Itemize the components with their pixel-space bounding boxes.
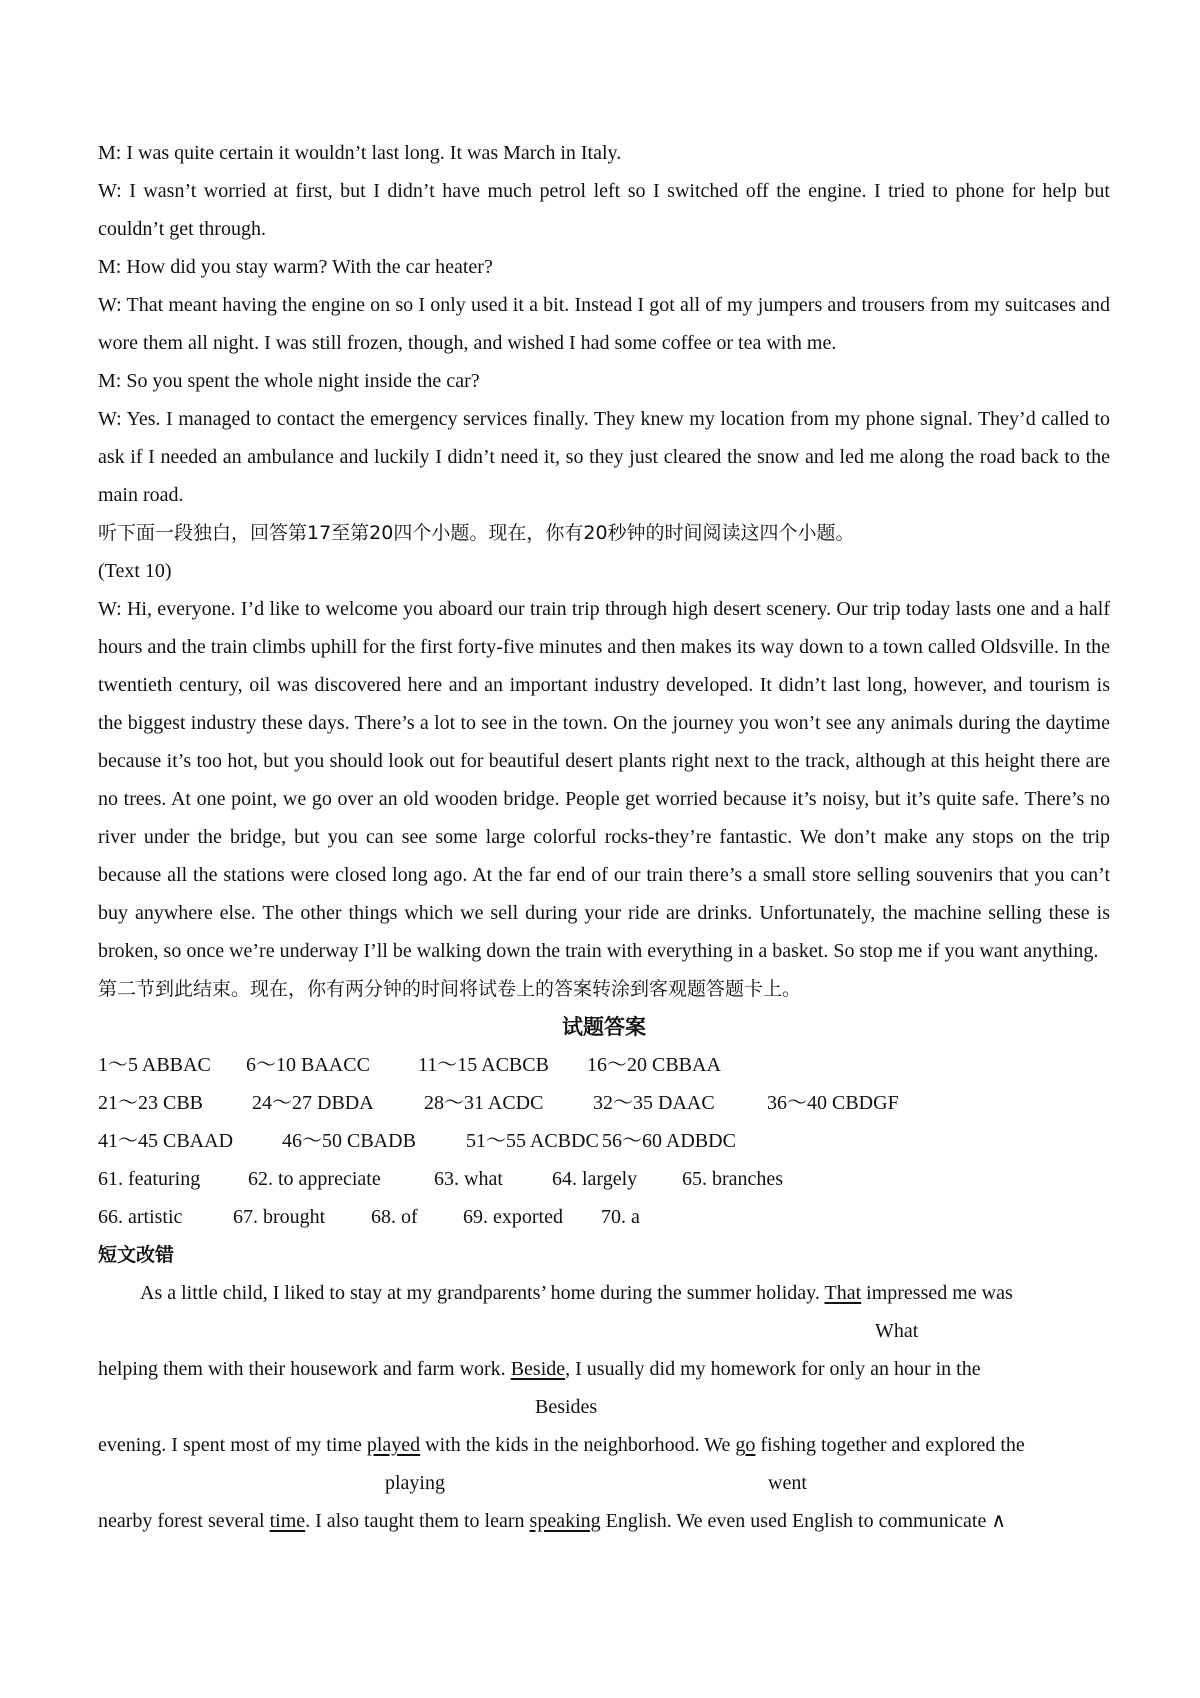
answer-item: 69. exported <box>463 1206 563 1228</box>
answer-item: 11～15 ACBCB <box>418 1054 549 1076</box>
correction-text: English. We even used English to communicate ∧ <box>600 1510 1006 1532</box>
correction-text: impressed me was <box>861 1282 1013 1304</box>
correction-text: nearby forest several <box>98 1510 270 1532</box>
error-word: That <box>824 1282 862 1304</box>
answer-row <box>98 1046 1110 1084</box>
correction-fix-line <box>98 1388 1110 1426</box>
answer-item: 62. to appreciate <box>248 1168 381 1190</box>
correction-text: evening. I spent most of my time <box>98 1434 367 1456</box>
correction-line <box>98 1350 1110 1388</box>
error-word: Beside <box>510 1358 566 1380</box>
correction-text: fishing together and explored the <box>755 1434 1025 1456</box>
answer-item: 24～27 DBDA <box>252 1092 374 1114</box>
answer-item: 56～60 ADBDC <box>602 1130 736 1152</box>
text10-label: (Text 10) <box>98 560 172 582</box>
error-word: played <box>366 1434 421 1456</box>
correction-line <box>98 1426 1110 1464</box>
correction-fix-line <box>98 1464 1110 1502</box>
dialogue-block <box>98 134 1110 514</box>
answer-row <box>98 1160 1110 1198</box>
answer-item: 46～50 CBADB <box>282 1130 416 1152</box>
answer-item: 1～5 ABBAC <box>98 1054 211 1076</box>
fix-word: What <box>875 1320 919 1342</box>
dialogue-line: W: I wasn’t worried at first, but I didn’t have much petrol left so I switched off the engine. I tried to phone for help but couldn’t get through. <box>98 180 1110 240</box>
correction-passage <box>98 1274 1110 1540</box>
answer-key <box>98 1046 1110 1236</box>
correction-text: As a little child, I liked to stay at my grandparents’ home during the summer holiday. <box>140 1282 825 1304</box>
dialogue-line: M: I was quite certain it wouldn’t last long. It was March in Italy. <box>98 142 622 164</box>
answer-item: 21～23 CBB <box>98 1092 204 1114</box>
correction-line <box>98 1274 1110 1312</box>
correction-label: 短文改错 <box>98 1244 175 1266</box>
answer-item: 28～31 ACDC <box>424 1092 544 1114</box>
answer-item: 65. branches <box>682 1168 784 1190</box>
answer-item: 68. of <box>371 1206 418 1228</box>
document-page <box>98 134 1110 1540</box>
answer-item: 51～55 ACBDC <box>466 1130 599 1152</box>
error-word: go <box>735 1434 756 1456</box>
instruction-text10: 听下面一段独白，回答第17至第20四个小题。现在，你有20秒钟的时间阅读这四个小题。 <box>98 522 855 544</box>
answer-item: 70. a <box>601 1206 640 1228</box>
correction-text: , I usually did my homework for only an hour in the <box>565 1358 981 1380</box>
answer-item: 32～35 DAAC <box>593 1092 715 1114</box>
answers-heading: 试题答案 <box>562 1015 646 1039</box>
monologue-paragraph: W: Hi, everyone. I’d like to welcome you aboard our train trip through high desert scenery. Our trip today lasts one and a half hours and the train climbs uphill for the first forty-five minutes and then makes its way down to a town called Oldsville. In the twentieth century, oil was discovered here and an important industry developed. It didn’t last long, however, and tourism is the biggest industry these days. There’s a lot to see in the town. On the journey you won’t see any animals during the daytime because it’s too hot, but you should look out for beautiful desert plants right next to the track, although at this height there are no trees. At one point, we go over an old wooden bridge. People get worried because it’s noisy, but it’s quite safe. There’s no river under the bridge, but you can see some large colorful rocks-they’re fantastic. We don’t make any stops on the trip because all the stations were closed long ago. At the far end of our train there’s a small store selling souvenirs that you can’t buy anywhere else. The other things which we sell during your ride are drinks. Unfortunately, the machine selling these is broken, so once we’re underway I’ll be walking down the train with everything in a basket. So stop me if you want anything. <box>98 598 1111 962</box>
answer-item: 16～20 CBBAA <box>587 1054 721 1076</box>
answer-item: 61. featuring <box>98 1168 201 1190</box>
dialogue-line: W: Yes. I managed to contact the emergency services finally. They knew my location from my phone signal. They’d called to ask if I needed an ambulance and luckily I didn’t need it, so they just cleared the snow and led me along the road back to the main road. <box>98 408 1110 506</box>
answer-item: 64. largely <box>552 1168 638 1190</box>
dialogue-line: W: That meant having the engine on so I only used it a bit. Instead I got all of my jumpers and trousers from my suitcases and wore them all night. I was still frozen, though, and wished I had some coffee or tea with me. <box>98 294 1110 354</box>
answer-item: 66. artistic <box>98 1206 183 1228</box>
answer-row <box>98 1084 1110 1122</box>
fix-word: went <box>768 1472 807 1494</box>
error-word: time <box>269 1510 306 1532</box>
answer-item: 41～45 CBAAD <box>98 1130 234 1152</box>
correction-text: helping them with their housework and farm work. <box>98 1358 511 1380</box>
answer-item: 6～10 BAACC <box>246 1054 370 1076</box>
correction-line <box>98 1502 1110 1540</box>
correction-fix-line <box>98 1312 1110 1350</box>
dialogue-line: M: How did you stay warm? With the car heater? <box>98 256 493 278</box>
correction-text: with the kids in the neighborhood. We <box>420 1434 736 1456</box>
section-end-notice: 第二节到此结束。现在，你有两分钟的时间将试卷上的答案转涂到客观题答题卡上。 <box>98 978 802 1000</box>
answer-row <box>98 1122 1110 1160</box>
answer-item: 36～40 CBDGF <box>767 1092 899 1114</box>
dialogue-line: M: So you spent the whole night inside the car? <box>98 370 480 392</box>
answer-item: 67. brought <box>233 1206 326 1228</box>
fix-word: playing <box>385 1472 445 1494</box>
error-word: speaking <box>529 1510 601 1532</box>
correction-text: . I also taught them to learn <box>305 1510 530 1532</box>
answer-item: 63. what <box>434 1168 503 1190</box>
fix-word: Besides <box>535 1396 598 1418</box>
answer-row <box>98 1198 1110 1236</box>
